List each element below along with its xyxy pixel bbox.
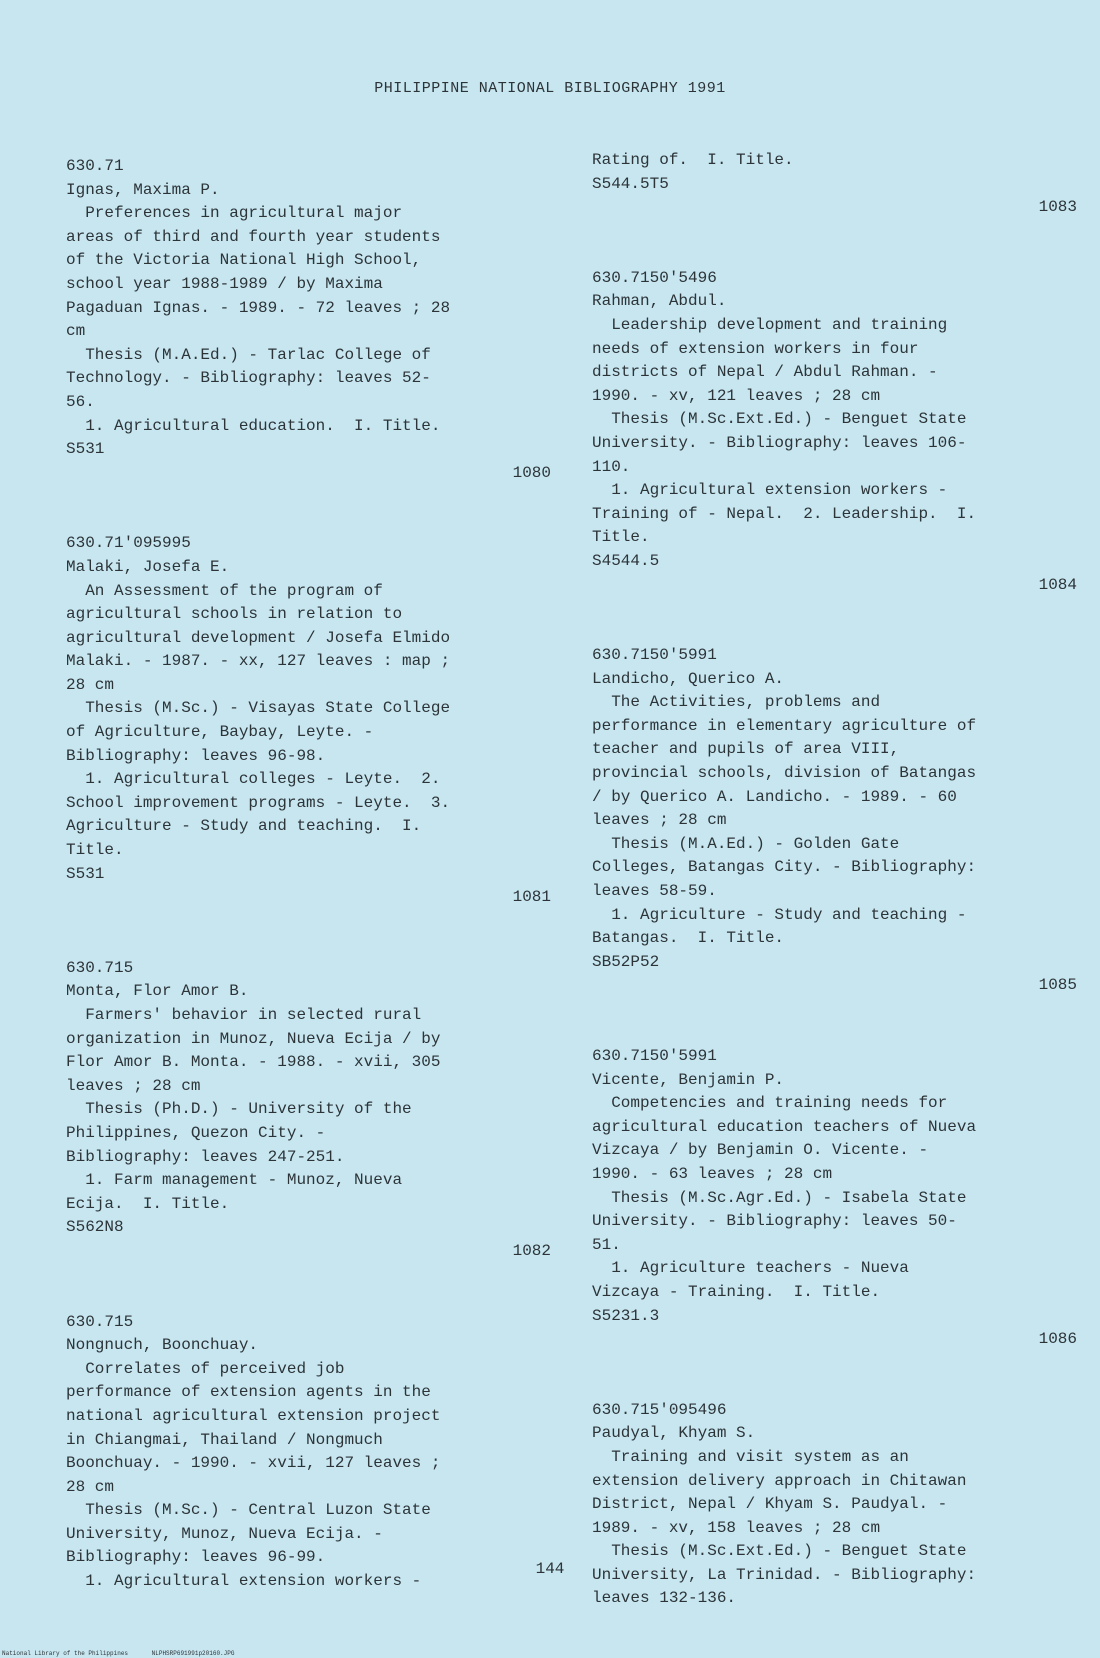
note-line: Thesis (M.Sc.) - Central Luzon State bbox=[66, 1501, 431, 1520]
entry-number: 1086 bbox=[1038, 1330, 1077, 1349]
shelf-number: S531 bbox=[66, 864, 105, 883]
left-column bbox=[66, 155, 551, 1594]
call-number: 630.7150'5991 bbox=[592, 646, 717, 665]
continued-line: Rating of. I. Title. bbox=[592, 151, 794, 169]
call-number: 630.7150'5496 bbox=[592, 268, 717, 287]
note-line: Thesis (M.Sc.Ext.Ed.) - Benguet State bbox=[592, 1542, 967, 1561]
subject-line: 1. Agriculture teachers - Nueva bbox=[592, 1259, 909, 1278]
subject-line: School improvement programs - Leyte. 3. bbox=[66, 793, 451, 812]
title-line: 28 cm bbox=[66, 675, 115, 694]
entry-number: 1080 bbox=[512, 463, 551, 482]
call-number: 630.71 bbox=[66, 157, 124, 175]
title-line: areas of third and fourth year students bbox=[66, 227, 441, 246]
author: Vicente, Benjamin P. bbox=[592, 1070, 785, 1089]
author: Monta, Flor Amor B. bbox=[66, 982, 249, 1001]
title-line: national agricultural extension project bbox=[66, 1406, 441, 1425]
title-line: Pagaduan Ignas. - 1989. - 72 leaves ; 28 bbox=[66, 298, 451, 317]
title-line: 28 cm bbox=[66, 1477, 115, 1496]
note-line: Thesis (M.Sc.Ext.Ed.) - Benguet State bbox=[592, 410, 967, 429]
note-line: leaves 58-59. bbox=[592, 882, 717, 901]
title-line: cm bbox=[66, 322, 86, 341]
note-line: Bibliography: leaves 247-251. bbox=[66, 1147, 345, 1166]
note-line: 51. bbox=[592, 1235, 621, 1254]
title-line: An Assessment of the program of bbox=[66, 581, 383, 600]
title-line: 1990. - 63 leaves ; 28 cm bbox=[592, 1164, 833, 1183]
title-line: 1989. - xv, 158 leaves ; 28 cm bbox=[592, 1518, 881, 1537]
credit-library: National Library of the Philippines bbox=[2, 1650, 129, 1657]
entry-1086 bbox=[592, 1045, 1077, 1352]
title-line: Leadership development and training bbox=[592, 315, 948, 334]
note-line: Bibliography: leaves 96-98. bbox=[66, 746, 326, 765]
call-number: 630.715 bbox=[66, 958, 134, 977]
title-line: performance in elementary agriculture of bbox=[592, 716, 977, 735]
title-line: Training and visit system as an bbox=[592, 1447, 909, 1466]
subject-line: Ecija. I. Title. bbox=[66, 1194, 230, 1213]
title-line: performance of extension agents in the bbox=[66, 1383, 431, 1402]
entry-1085 bbox=[592, 644, 1077, 998]
entry-number: 1082 bbox=[512, 1241, 551, 1260]
note-line: University. - Bibliography: leaves 106- bbox=[592, 433, 967, 452]
subject-line: Vizcaya - Training. I. Title. bbox=[592, 1282, 881, 1301]
author: Nongnuch, Boonchuay. bbox=[66, 1336, 259, 1355]
subject-line: 1. Farm management - Munoz, Nueva bbox=[66, 1171, 403, 1190]
title-line: leaves ; 28 cm bbox=[592, 811, 727, 830]
credit-file: NLPHSRP691991p20160.JPG bbox=[151, 1650, 235, 1657]
entry-1087-start bbox=[592, 1399, 1077, 1611]
shelf-number: S531 bbox=[66, 440, 105, 459]
scan-credit bbox=[2, 1650, 254, 1658]
page-header: PHILIPPINE NATIONAL BIBLIOGRAPHY 1991 bbox=[374, 80, 726, 97]
note-line: Thesis (M.Sc.Agr.Ed.) - Isabela State bbox=[592, 1188, 967, 1207]
call-number: 630.71'095995 bbox=[66, 534, 191, 553]
subject-line: Training of - Nepal. 2. Leadership. I. bbox=[592, 504, 977, 523]
subject-line: 1. Agricultural colleges - Leyte. 2. bbox=[66, 770, 441, 789]
entry-number: 1085 bbox=[1038, 976, 1077, 995]
title-line: agricultural schools in relation to bbox=[66, 605, 403, 624]
note-line: Thesis (M.A.Ed.) - Golden Gate bbox=[592, 834, 900, 853]
note-line: 56. bbox=[66, 392, 95, 411]
shelf-number: S5231.3 bbox=[592, 1306, 660, 1325]
author: Malaki, Josefa E. bbox=[66, 557, 230, 576]
entry-1083-start bbox=[66, 1311, 551, 1594]
title-line: Farmers' behavior in selected rural bbox=[66, 1006, 422, 1024]
title-line: Preferences in agricultural major bbox=[66, 204, 403, 223]
title-line: agricultural education teachers of Nueva bbox=[592, 1117, 977, 1136]
note-line: Bibliography: leaves 96-99. bbox=[66, 1548, 326, 1567]
subject-line: Title. bbox=[592, 528, 650, 547]
title-line: districts of Nepal / Abdul Rahman. - bbox=[592, 363, 938, 382]
shelf-number: S544.5T5 bbox=[592, 174, 669, 193]
title-line: extension delivery approach in Chitawan bbox=[592, 1471, 967, 1490]
title-line: Flor Amor B. Monta. - 1988. - xvii, 305 bbox=[66, 1053, 441, 1072]
call-number: 630.7150'5991 bbox=[592, 1047, 717, 1065]
title-line: needs of extension workers in four bbox=[592, 339, 919, 358]
note-line: Colleges, Batangas City. - Bibliography: bbox=[592, 858, 977, 877]
title-line: agricultural development / Josefa Elmido bbox=[66, 628, 451, 647]
title-line: teacher and pupils of area VIII, bbox=[592, 740, 900, 759]
page-number: 144 bbox=[535, 1560, 565, 1578]
call-number: 630.715'095496 bbox=[592, 1400, 727, 1419]
subject-line: 1. Agricultural extension workers - bbox=[66, 1572, 422, 1591]
note-line: University. - Bibliography: leaves 50- bbox=[592, 1212, 957, 1231]
subject-line: Batangas. I. Title. bbox=[592, 929, 785, 948]
author: Rahman, Abdul. bbox=[592, 292, 727, 311]
note-line: University, Munoz, Nueva Ecija. - bbox=[66, 1524, 383, 1543]
title-line: leaves ; 28 cm bbox=[66, 1076, 201, 1095]
title-line: District, Nepal / Khyam S. Paudyal. - bbox=[592, 1495, 948, 1514]
title-line: school year 1988-1989 / by Maxima bbox=[66, 274, 383, 293]
author: Landicho, Querico A. bbox=[592, 669, 785, 688]
title-line: of the Victoria National High School, bbox=[66, 251, 422, 270]
shelf-number: S562N8 bbox=[66, 1218, 124, 1237]
title-line: The Activities, problems and bbox=[592, 693, 881, 712]
shelf-number: S4544.5 bbox=[592, 551, 660, 570]
entry-number: 1083 bbox=[1038, 198, 1077, 217]
title-line: in Chiangmai, Thailand / Nongmuch bbox=[66, 1430, 383, 1449]
call-number: 630.715 bbox=[66, 1312, 134, 1331]
title-line: provincial schools, division of Batangas bbox=[592, 764, 977, 783]
entry-1081 bbox=[66, 532, 551, 910]
subject-line: 1. Agricultural education. I. Title. bbox=[66, 416, 441, 435]
title-line: 1990. - xv, 121 leaves ; 28 cm bbox=[592, 386, 881, 405]
note-line: Thesis (M.Sc.) - Visayas State College bbox=[66, 699, 451, 718]
entry-1080 bbox=[66, 155, 551, 485]
subject-line: 1. Agriculture - Study and teaching - bbox=[592, 905, 967, 924]
title-line: Malaki. - 1987. - xx, 127 leaves : map ; bbox=[66, 652, 451, 671]
title-line: Correlates of perceived job bbox=[66, 1359, 345, 1378]
note-line: leaves 132-136. bbox=[592, 1589, 737, 1608]
title-line: Competencies and training needs for bbox=[592, 1094, 948, 1113]
entry-1083-end bbox=[592, 149, 1077, 220]
note-line: Thesis (M.A.Ed.) - Tarlac College of bbox=[66, 345, 431, 364]
subject-line: Title. bbox=[66, 841, 124, 860]
title-line: Boonchuay. - 1990. - xvii, 127 leaves ; bbox=[66, 1454, 441, 1473]
title-line: organization in Munoz, Nueva Ecija / by bbox=[66, 1029, 441, 1048]
note-line: Philippines, Quezon City. - bbox=[66, 1123, 326, 1142]
subject-line: 1. Agricultural extension workers - bbox=[592, 481, 948, 500]
author: Paudyal, Khyam S. bbox=[592, 1424, 756, 1443]
entry-1084 bbox=[592, 267, 1077, 597]
subject-line: Agriculture - Study and teaching. I. bbox=[66, 817, 422, 836]
right-column bbox=[592, 149, 1077, 1611]
note-line: University, La Trinidad. - Bibliography: bbox=[592, 1565, 977, 1584]
note-line: of Agriculture, Baybay, Leyte. - bbox=[66, 723, 374, 742]
title-line: / by Querico A. Landicho. - 1989. - 60 bbox=[592, 787, 957, 806]
entry-number: 1084 bbox=[1038, 575, 1077, 594]
author: Ignas, Maxima P. bbox=[66, 180, 220, 199]
entry-number: 1081 bbox=[512, 888, 551, 907]
note-line: Technology. - Bibliography: leaves 52- bbox=[66, 369, 431, 388]
note-line: 110. bbox=[592, 457, 631, 476]
shelf-number: SB52P52 bbox=[592, 952, 660, 971]
note-line: Thesis (Ph.D.) - University of the bbox=[66, 1100, 412, 1119]
title-line: Vizcaya / by Benjamin O. Vicente. - bbox=[592, 1141, 929, 1160]
entry-1082 bbox=[66, 957, 551, 1264]
